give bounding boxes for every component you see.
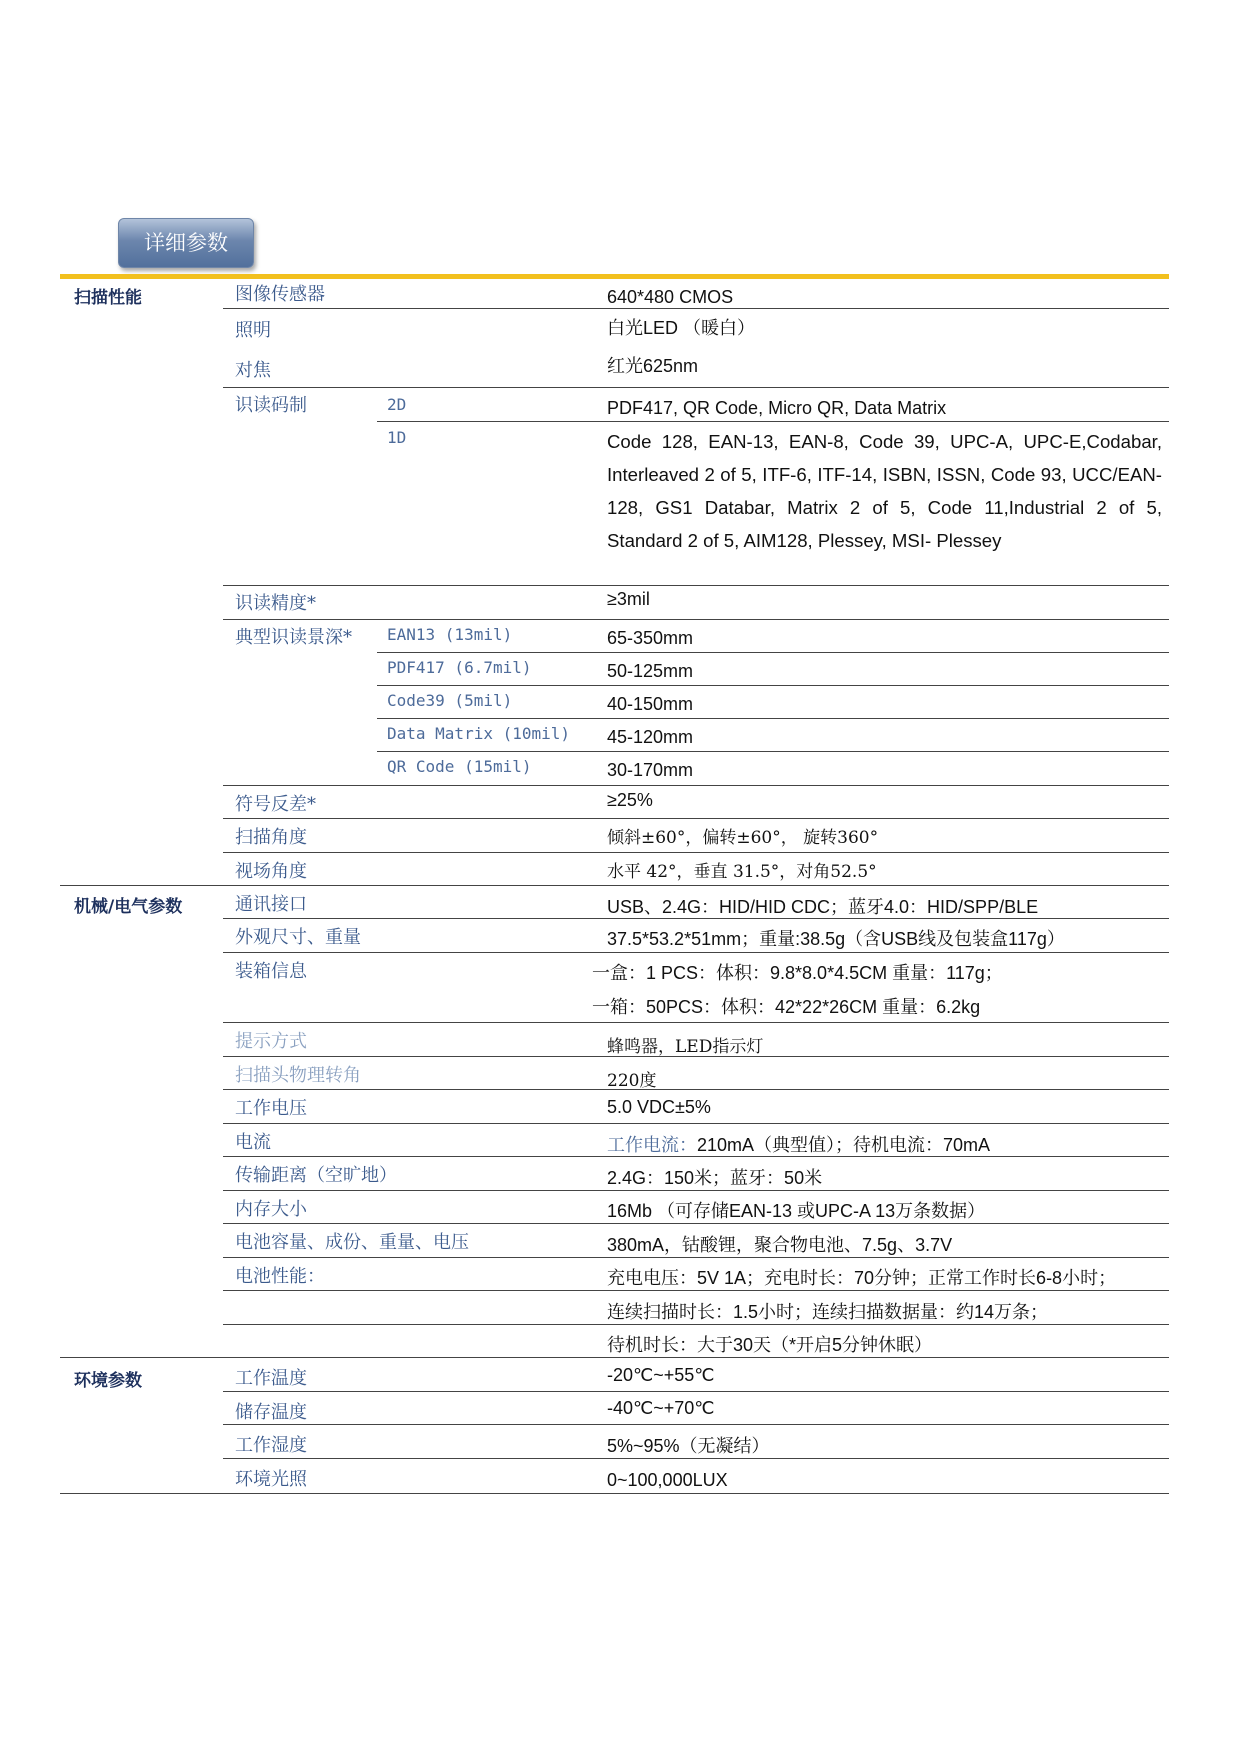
row-divider <box>223 1290 1169 1291</box>
value-distance: 2.4G：150米；蓝牙：50米 <box>607 1168 823 1188</box>
row-divider <box>377 652 1169 653</box>
current-text: 210mA（典型值）；待机电流：70mA <box>697 1135 991 1155</box>
label-precision: 识读精度* <box>235 593 316 614</box>
row-divider <box>223 1424 1169 1425</box>
label-humidity: 工作湿度 <box>235 1435 307 1456</box>
row-divider <box>223 1190 1169 1191</box>
value-memory: 16Mb （可存储EAN-13 或UPC-A 13万条数据） <box>607 1201 986 1221</box>
label-indicator: 提示方式 <box>235 1031 307 1052</box>
section-mechanical-electrical: 机械/电气参数 <box>74 897 183 917</box>
row-divider <box>223 818 1169 819</box>
row-divider <box>223 1022 1169 1023</box>
section-divider <box>60 885 1169 886</box>
label-image-sensor: 图像传感器 <box>235 284 325 305</box>
value-storage-temp: -40℃~+70℃ <box>607 1398 715 1418</box>
value-interface: USB、2.4G：HID/HID CDC；蓝牙4.0：HID/SPP/BLE <box>607 897 1039 917</box>
label-battery-performance: 电池性能： <box>235 1266 325 1287</box>
row-divider <box>223 1223 1169 1224</box>
value-battery: 380mA，钴酸锂，聚合物电池、7.5g、3.7V <box>607 1235 953 1255</box>
value-lighting: 白光LED （暖白） <box>607 318 756 338</box>
row-divider <box>223 1257 1169 1258</box>
label-interface: 通讯接口 <box>235 894 307 915</box>
label-symbologies: 识读码制 <box>235 395 307 416</box>
current-prefix: 工作电流： <box>607 1135 697 1155</box>
label-packing: 装箱信息 <box>235 961 307 982</box>
depth-sub-item: PDF417 (6.7mil) <box>387 658 532 677</box>
value-packing-box: 一盒：1 PCS：体积：9.8*8.0*4.5CM 重量：117g； <box>592 963 1003 983</box>
value-precision: ≥3mil <box>607 589 650 609</box>
label-head-rotation: 扫描头物理转角 <box>235 1065 361 1086</box>
section-scan-performance: 扫描性能 <box>74 288 142 308</box>
label-current: 电流 <box>235 1132 271 1153</box>
row-divider <box>223 585 1169 586</box>
row-divider <box>223 785 1169 786</box>
sub-1d: 1D <box>387 428 407 447</box>
row-divider <box>377 718 1169 719</box>
row-divider <box>223 1123 1169 1124</box>
label-focus: 对焦 <box>235 360 271 381</box>
detail-params-tab: 详细参数 <box>118 218 254 268</box>
value-1d-symbologies: Code 128, EAN-13, EAN-8, Code 39, UPC-A, UPC-E,Codabar, Interleaved 2 of 5, ITF-6, ITF-14, ISBN, ISSN, Code 93, UCC/EAN-128, GS1 Databar, Matrix 2 of 5, Code 11,Industrial 2 of 5, Standard 2 of 5, AIM128, Plessey, MSI- Plessey <box>607 431 1162 551</box>
value-field-of-view: 水平 42°，垂直 31.5°，对角52.5° <box>607 862 877 882</box>
depth-sub-item: Data Matrix (10mil) <box>387 724 571 743</box>
label-field-of-view: 视场角度 <box>235 861 307 882</box>
depth-sub-item: QR Code (15mil) <box>387 757 532 776</box>
label-contrast: 符号反差* <box>235 794 316 815</box>
value-focus: 红光625nm <box>607 356 699 376</box>
label-memory: 内存大小 <box>235 1199 307 1220</box>
value-image-sensor: 640*480 CMOS <box>607 287 734 307</box>
section-divider <box>60 1357 1169 1358</box>
row-divider <box>223 619 1169 620</box>
value-contrast: ≥25% <box>607 790 653 810</box>
value-size-weight: 37.5*53.2*51mm；重量:38.5g（含USB线及包装盒117g） <box>607 929 1065 949</box>
value-2d-symbologies: PDF417, QR Code, Micro QR, Data Matrix <box>607 398 947 418</box>
depth-sub-item: Code39 (5mil) <box>387 691 513 710</box>
depth-value: 50-125mm <box>607 661 694 681</box>
depth-value: 30-170mm <box>607 760 694 780</box>
row-divider <box>223 1391 1169 1392</box>
row-divider <box>223 1458 1169 1459</box>
label-distance: 传输距离（空旷地） <box>235 1165 397 1186</box>
depth-value: 40-150mm <box>607 694 694 714</box>
row-divider <box>377 751 1169 752</box>
header-divider <box>60 274 1169 279</box>
value-head-rotation: 220度 <box>607 1071 657 1091</box>
label-working-temp: 工作温度 <box>235 1368 307 1389</box>
value-packing-carton: 一箱：50PCS：体积：42*22*26CM 重量：6.2kg <box>592 997 981 1017</box>
row-divider <box>223 387 1169 388</box>
value-battery-standby: 待机时长：大于30天（*开启5分钟休眠） <box>607 1335 933 1355</box>
label-lighting: 照明 <box>235 320 271 341</box>
label-storage-temp: 储存温度 <box>235 1402 307 1423</box>
label-size-weight: 外观尺寸、重量 <box>235 927 361 948</box>
label-battery: 电池容量、成份、重量、电压 <box>235 1232 469 1253</box>
value-ambient-light: 0~100,000LUX <box>607 1470 728 1490</box>
row-divider <box>223 952 1169 953</box>
value-voltage: 5.0 VDC±5% <box>607 1097 711 1117</box>
depth-value: 45-120mm <box>607 727 694 747</box>
value-humidity: 5%~95%（无凝结） <box>607 1436 770 1456</box>
section-environment: 环境参数 <box>74 1371 142 1391</box>
row-divider <box>223 1324 1169 1325</box>
label-scan-angle: 扫描角度 <box>235 827 307 848</box>
depth-value: 65-350mm <box>607 628 694 648</box>
row-divider <box>377 685 1169 686</box>
section-divider <box>60 1493 1169 1494</box>
value-current <box>607 1131 990 1157</box>
sub-2d: 2D <box>387 395 407 414</box>
label-voltage: 工作电压 <box>235 1098 307 1119</box>
label-depth-of-field: 典型识读景深* <box>235 627 352 648</box>
value-working-temp: -20℃~+55℃ <box>607 1365 715 1385</box>
label-ambient-light: 环境光照 <box>235 1469 307 1490</box>
value-indicator: 蜂鸣器，LED指示灯 <box>607 1037 764 1057</box>
value-battery-continuous: 连续扫描时长：1.5小时；连续扫描数据量：约14万条； <box>607 1302 1049 1322</box>
row-divider <box>377 421 1169 422</box>
row-divider <box>223 852 1169 853</box>
depth-sub-item: EAN13 (13mil) <box>387 625 513 644</box>
value-battery-charging: 充电电压：5V 1A；充电时长：70分钟；正常工作时长6-8小时； <box>607 1268 1117 1288</box>
row-divider <box>223 1089 1169 1090</box>
row-divider <box>223 308 1169 309</box>
value-scan-angle: 倾斜±60°，偏转±60°， 旋转360° <box>607 828 879 848</box>
